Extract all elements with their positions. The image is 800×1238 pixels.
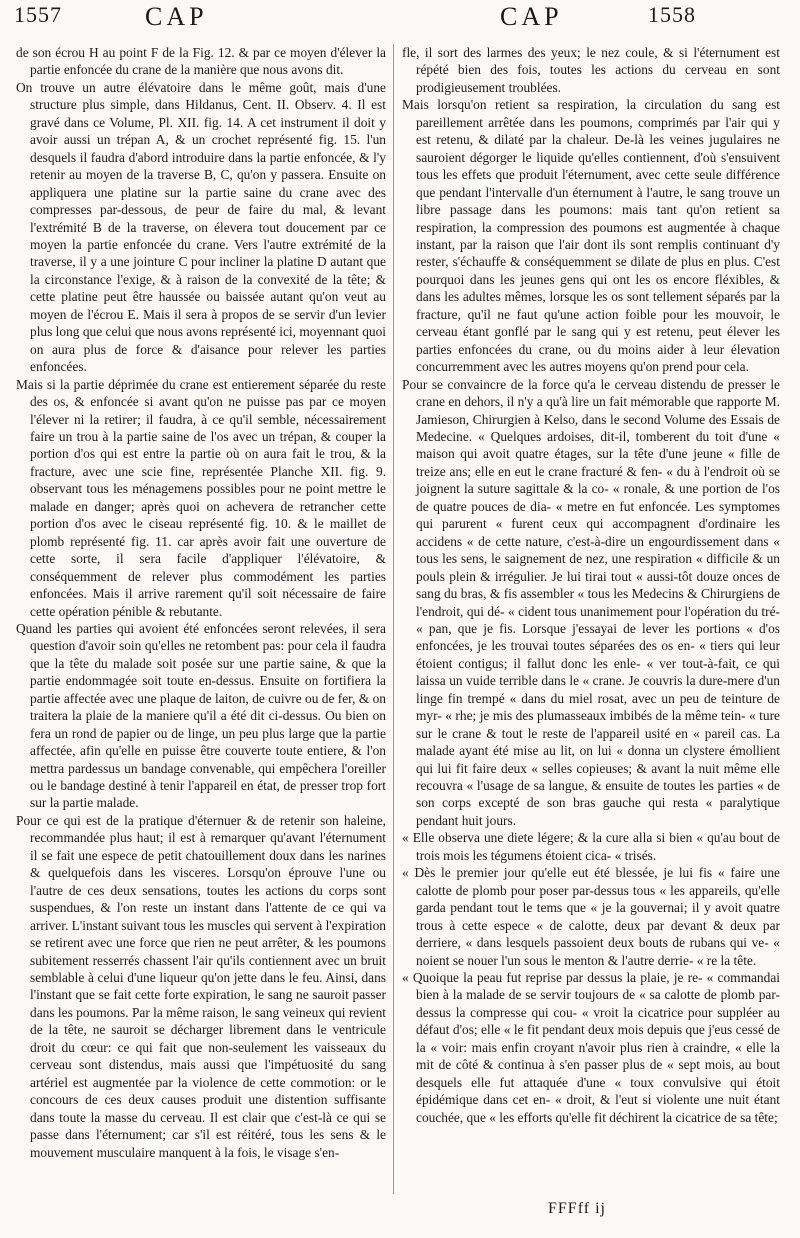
paragraph: de son écrou H au point F de la Fig. 12. & par ce moyen d'élever la partie enfoncée du crane de la manière que nous avons dit.	[16, 45, 386, 78]
paragraph: « Dès le premier jour qu'elle eut été blessée, je lui fis « faire une calotte de plomb pour poser par-dessus tous « les appareils, qu'elle garda pendant tout le tems que « je la gouvernai; il y avoit quatre trous à cette espece « de calotte, deux par devant & deux par derriere, « dans lesquels passoient deux bouts de rubans qui ve- « noient se nouer l'un sous le menton & l'autre derrie- « re la tête.	[402, 865, 780, 968]
paragraph: Mais si la partie déprimée du crane est entierement séparée du reste des os, & enfoncée si avant qu'on ne puisse pas par ce moyen l'élever ni la retirer; il faudra, à ce qu'il semble, nécessairement faire un trou à la partie saine de l'os avec un trépan, & couper la portion d'os qui est entre la partie où on aura fait le trou, & la fracture, avec une scie fine, représentée Planche XII. fig. 9. observant tous les ménagemens possibles pour ne point mettre le malade en danger; après quoi on achevera de retrancher cette portion d'os avec le ciseau représenté fig. 10. & le maillet de plomb représenté fig. 11. car après avoir fait une ouverture de cette sorte, il sera facile d'appliquer l'élévatoire, & conséquemment de relever plus commodément les parties enfoncées. Mais il arrive rarement qu'il soit nécessaire de faire cette opération pénible & rebutante.	[16, 376, 386, 619]
page-number-right: 1558	[648, 2, 696, 27]
paragraph: Mais lorsqu'on retient sa respiration, la circulation du sang est pareillement arrêtée dans les poumons, comprimés par l'air qui y est retenu, & dilaté par la chaleur. De-là les veines jugulaires ne sauroient dégorger le liquide qu'elles contiennent, d'où s'ensuivent tous les effets que produit l'éternument, avec cette seule différence que pendant l'intervalle d'un éternument à l'autre, le sang trouve un libre passage dans les poumons: mais tant qu'on retient sa respiration, la compression des poumons est augmentée à chaque instant, par la raison que l'air dont ils sont remplis continuant d'y rester, s'échauffe & conséquemment se dilate de plus en plus. C'est pourquoi dans les jeunes gens qui ont les os encore fléxibles, & dans les adultes mêmes, lorsque les os sont tellement séparés par la fracture, qu'il ne faut qu'une action foible pour les mouvoir, le cerveau étant gonflé par le sang qui y est retenu, peut élever les parties enfoncées du crane, ou du moins aider à leur élevation concurremment avec les autres moyens qu'on prend pour cela.	[402, 97, 780, 375]
running-head-right: CAP	[500, 2, 563, 31]
paragraph: Pour ce qui est de la pratique d'éternuer & de retenir son haleine, recommandée plus haut; il est à remarquer qu'avant l'éternument il se fait une espece de petit chatouillement doux dans les narines & quelquefois dans les visceres. Lorsqu'on éprouve l'une ou l'autre de ces deux sensations, toutes les actions du corps sont suspendues, & l'on reste un instant dans l'attente de ce qui va arriver. L'instant suivant tous les muscles qui servent à l'expiration se retirent avec une force que rien ne peut arrêter, & les poumons subitement resserrés chassent l'air qu'ils contiennent avec un bruit semblable à celui d'une liqueur qu'on jette dans le feu. Ainsi, dans l'instant que se fait cette forte expiration, le sang ne sauroit passer dans les poumons. Par la même raison, le sang veineux qui revient de la tête, ne sauroit se décharger librement dans le ventricule droit du cœur: ce qui fait que non-seulement les vaisseaux du cerveau sont distendus, mais aussi que l'impétuosité du sang artériel est augmentée par la violence de cette commotion: or le concours de ces deux causes produit une distention suffisante dans toute la masse du cerveau. Il est clair que c'est-là ce qui se passe dans l'éternument; car s'il est réitéré, tous les sens & le mouvement musculaire manquent à la fois, le visage s'en-	[16, 812, 386, 1160]
signature-mark: FFFff ij	[548, 1200, 606, 1217]
page-number-left: 1557	[14, 2, 62, 27]
paragraph: Pour se convaincre de la force qu'a le cerveau distendu de presser le crane en dehors, il n'y a qu'à lire un fait mémorable que rapporte M. Jamieson, Chirurgien à Kelso, dans le second Volume des Essais de Medecine. « Quelques ardoises, dit-il, tomberent du toit d'une « maison qui avoit quatre étages, sur la tête d'une jeune « fille de treize ans; elle en eut le crane fracturé & fen- « du à l'endroit où se joignent la suture sagittale & la co- « ronale, & une portion de l'os de quatre pouces de dia- « metre en fut enfoncée. Les symptomes qui parurent « furent ceux qui accompagnent d'ordinaire les accidens « de cette nature, c'est-à-dire un engourdissement dans « tous les sens, le saignement de nez, une respiration « difficile & un pouls plein & irrégulier. Je lui tirai tout « aussi-tôt douze onces de sang du bras, & fis assembler « tous les Medecins & Chirurgiens de l'endroit, qui dé- « cident tous unanimement pour l'opération du tré- « pan, que je fis. Lorsque j'essayai de lever les portions « d'os enfoncées, je les trouvai toutes séparées des os en- « tiers qui leur étoient contigus; il fallut donc les enle- « ver tout-à-fait, ce qui laissa un vuide terrible dans le « crane. Je couvris la dure-mere d'un linge fin trempé « dans du miel rosat, avec un peu de teinture de myr- « rhe; je mis des plumasseaux imbibés de la même tein- « ture sur le crane & tout le reste de l'appareil usité en « pareil cas. La malade ayant été mise au lit, on lui « donna un clystere émollient qui lui fit faire deux « selles copieuses; & avant la nuit même elle recouvra « l'usage de sa langue, & ensuite de toutes les parties « de son corps excepté de son bras gauche qui resta « paralytique pendant huit jours.	[402, 376, 780, 828]
right-column	[402, 44, 780, 1126]
paragraph: « Quoique la peau fut reprise par dessus la plaie, je re- « commandai bien à la malade de se servir toujours de « sa calotte de plomb par-dessus la compresse qui cou- « vroit la cicatrice pour suppléer au défaut d'os; elle « le fit pendant deux mois depuis que j'eus cessé de la « voir: mais enfin croyant n'avoir plus rien à craindre, « elle la mit de côté & continua à s'en passer plus de « sept mois, au bout desquels elle fut attaquée d'une « toux convulsive qui étoit épidémique dans cet en- « droit, & l'eut si violente une nuit étant couchée, que « les efforts qu'elle fit déchirent la cicatrice de sa tête;	[402, 970, 780, 1125]
paragraph: « Elle observa une diete légere; & la cure alla si bien « qu'au bout de trois mois les tégumens étoient cica- « trisés.	[402, 830, 780, 863]
left-column	[16, 44, 386, 1161]
column-divider	[393, 44, 394, 1194]
paragraph: fle, il sort des larmes des yeux; le nez coule, & si l'éternument est répété bien des fois, toutes les actions du cerveau en sont prodigieusement troublées.	[402, 45, 780, 95]
paragraph: Quand les parties qui avoient été enfoncées seront relevées, il sera question d'avoir soin qu'elles ne retombent pas: pour cela il faudra que la tête du malade soit posée sur une partie saine, & que la partie endommagée soit toute en-dessus. Ensuite on fortifiera la partie affectée avec une plaque de laiton, de cuivre ou de fer, & on traitera la plaie de la maniere qu'il a été dit ci-dessus. Ou bien on fera un rond de papier ou de linge, un peu plus large que la partie affectée, afin qu'elle en puisse être couverte toute entiere, & l'on mettra pardessus un bandage convenable, qui empêchera l'oreiller ou le bandage destiné à tenir l'appareil en état, de presser trop fort sur la partie malade.	[16, 620, 386, 811]
paragraph: On trouve un autre élévatoire dans le même goût, mais d'une structure plus simple, dans Hildanus, Cent. II. Observ. 4. Il est gravé dans ce Volume, Pl. XII. fig. 14. A cet instrument il doit y avoir aussi un trépan A, & un crochet représenté fig. 15. l'un desquels il faudra d'abord introduire dans la partie enfoncée, & l'y retenir au moyen de la traverse B, C, qu'on y passera. Ensuite on appliquera une platine sur la partie saine du crane avec des compresses par-dessous, de peur de faire du mal, & levant l'extrémité B de la traverse, on élevera tout doucement par ce moyen la partie enfoncée du crane. Vers l'autre extrémité de la traverse, il y a une jointure C pour incliner la platine D autant que la circonstance l'exige, & à raison de la convexité de la tête; & cette platine peut être haussée ou baissée autant qu'on veut au moyen de l'écrou E. Mais il sera à propos de se servir d'un levier plus long que celui que nous avons représenté ici, moyennant quoi on aura plus de force & d'aisance pour relever les parties enfoncées.	[16, 79, 386, 375]
running-head-left: CAP	[145, 2, 208, 31]
